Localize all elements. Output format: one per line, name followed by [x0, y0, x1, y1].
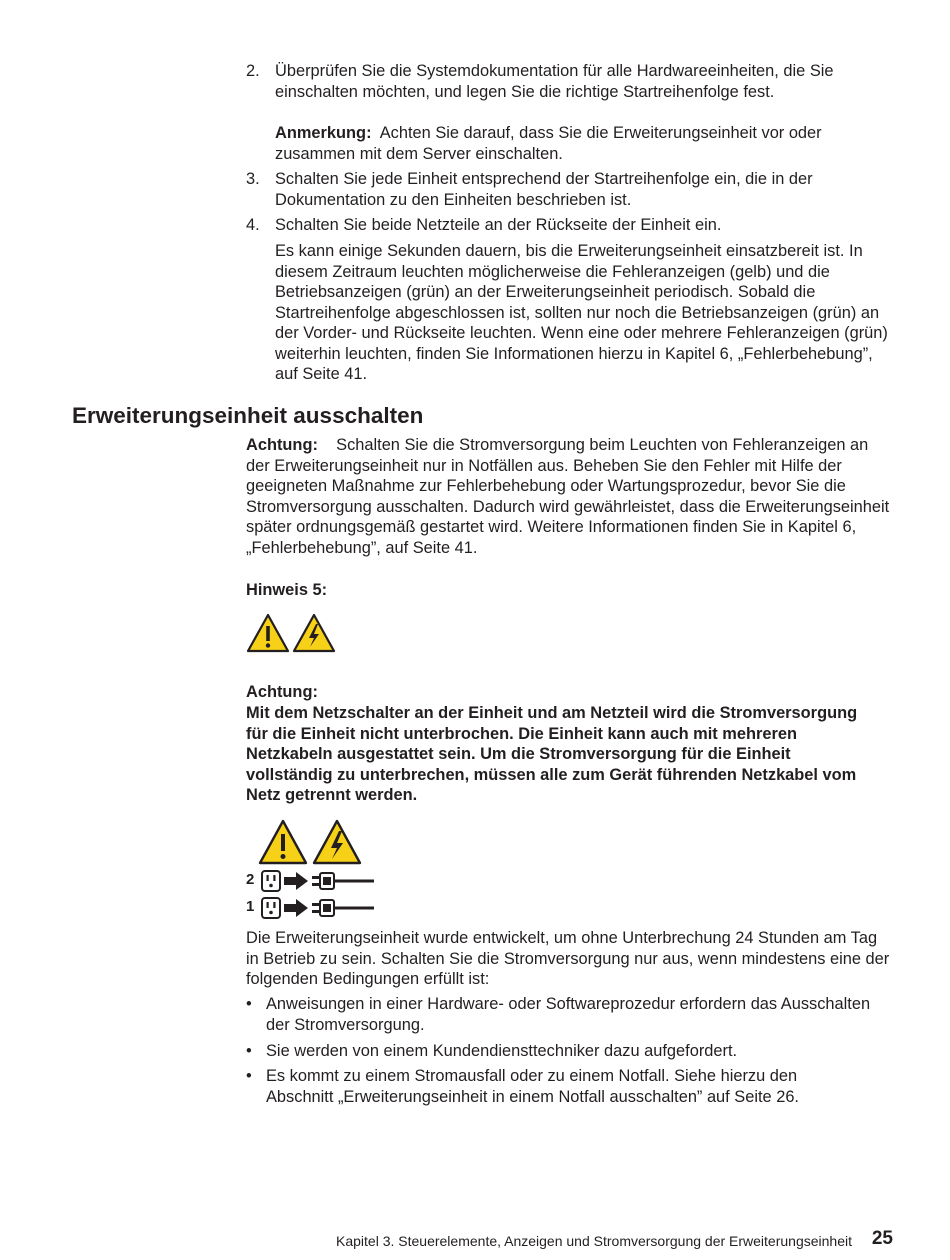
power-outlet-icon — [262, 898, 280, 918]
bullet-marker: • — [246, 995, 252, 1013]
arrow-right-icon — [284, 899, 308, 917]
bullet-item: Sie werden von einem Kundendiensttechniker dazu aufgefordert. — [266, 1042, 738, 1060]
step-text: Überprüfen Sie die Systemdokumentation für alle Hardwareeinheiten, die Sie einschalten möchten, und legen Sie die richtige Startreihenfolge fest. — [275, 62, 834, 101]
page-number: 25 — [871, 1228, 893, 1249]
bullet-item: Anweisungen in einer Hardware- oder Softwareprozedur erfordern das Ausschalten der Stromversorgung. — [266, 995, 871, 1034]
note-label: Anmerkung: — [275, 124, 372, 142]
bullet-marker: • — [246, 1042, 252, 1060]
cord-number: 2 — [246, 871, 255, 888]
cord-number: 1 — [246, 898, 255, 915]
note — [275, 123, 895, 164]
high-voltage-icon — [294, 615, 334, 651]
exclamation-warning-icon — [248, 615, 288, 651]
hint-label: Hinweis 5: — [246, 581, 328, 599]
power-cord-row — [246, 896, 386, 920]
bullet-marker: • — [246, 1067, 252, 1085]
attention-label: Achtung: — [246, 436, 318, 454]
warning-icons-large — [258, 818, 364, 866]
body-paragraph: Die Erweiterungseinheit wurde entwickelt, um ohne Unterbrechung 24 Stunden am Tag in Betrieb zu sein. Schalten Sie die Stromversorgung nur aus, wenn mindestens eine der folgenden Bedingungen erfüllt ist: — [246, 929, 890, 988]
power-plug-icon — [312, 873, 374, 889]
caution-label: Achtung: — [246, 683, 318, 701]
step-text: Schalten Sie jede Einheit entsprechend der Startreihenfolge ein, die in der Dokumentation zu den Einheiten beschrieben ist. — [275, 170, 813, 209]
warning-icons-small — [246, 612, 338, 654]
caution-text: Mit dem Netzschalter an der Einheit und am Netzteil wird die Stromversorgung für die Einheit nicht unterbrochen. Die Einheit kann auch mit mehreren Netzkabeln ausgestattet sein. Um die Stromversorgung für die Einheit vollständig zu unterbrechen, müssen alle zum Gerät führenden Netzkabel vom Netz getrennt werden. — [246, 704, 858, 804]
high-voltage-icon — [314, 821, 360, 863]
section-heading: Erweiterungseinheit ausschalten — [72, 403, 424, 428]
arrow-right-icon — [284, 872, 308, 890]
bullet-item: Es kommt zu einem Stromausfall oder zu einem Notfall. Siehe hierzu den Abschnitt „Erweiterungseinheit in einem Notfall ausschalten” auf Seite 26. — [266, 1067, 799, 1106]
attention-paragraph — [246, 435, 896, 558]
power-plug-icon — [312, 900, 374, 916]
step-number: 4. — [246, 216, 260, 234]
attention-text: Schalten Sie die Stromversorgung beim Leuchten von Fehleranzeigen an der Erweiterungseinheit nur in Notfällen aus. Beheben Sie den Fehler mit Hilfe der geeigneten Maßnahme zur Fehlerbehebung oder Wartungsprozedur, bevor Sie die Stromversorgung ausschalten. Dadurch wird gewährleistet, dass die Erweiterungseinheit später ordnungsgemäß gestartet wird. Weitere Informationen finden Sie in Kapitel 6, „Fehlerbehebung”, auf Seite 41. — [246, 436, 890, 557]
power-cord-row — [246, 869, 386, 893]
exclamation-warning-icon — [260, 821, 306, 863]
step-detail: Es kann einige Sekunden dauern, bis die Erweiterungseinheit einsatzbereit ist. In diesem Zeitraum leuchten möglicherweise die Fehleranzeigen (gelb) und die Betriebsanzeigen (grün) an der Erweiterungseinheit periodisch. Sobald die Startreihenfolge abgeschlossen ist, sollten nur noch die Betriebsanzeigen (grün) an der Vorder- und Rückseite leuchten. Wenn eine oder mehrere Fehleranzeigen (grün) weiterhin leuchten, finden Sie Informationen hierzu in Kapitel 6, „Fehlerbehebung”, auf Seite 41. — [275, 242, 888, 383]
step-text: Schalten Sie beide Netzteile an der Rückseite der Einheit ein. — [275, 216, 722, 234]
step-number: 2. — [246, 62, 260, 80]
step-number: 3. — [246, 170, 260, 188]
note-text: Achten Sie darauf, dass Sie die Erweiterungseinheit vor oder zusammen mit dem Server einschalten. — [275, 124, 822, 163]
footer-chapter: Kapitel 3. Steuerelemente, Anzeigen und Stromversorgung der Erweiterungseinheit — [336, 1233, 852, 1249]
power-outlet-icon — [262, 871, 280, 891]
